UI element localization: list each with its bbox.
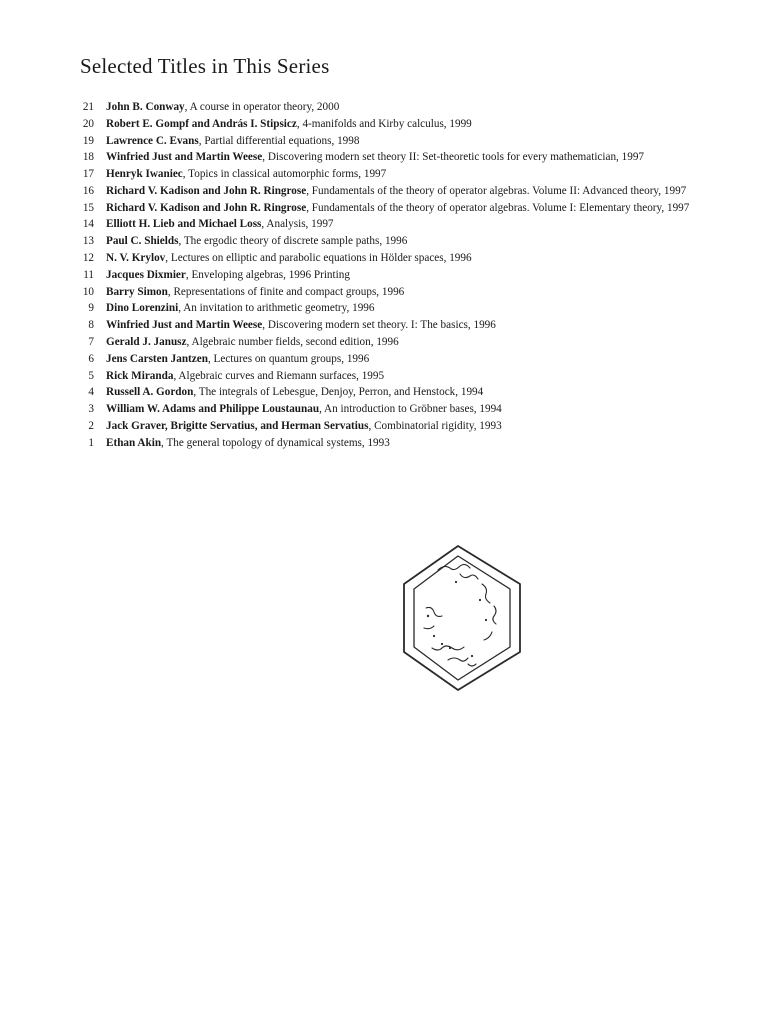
entry-author: Elliott H. Lieb and Michael Loss bbox=[106, 218, 262, 231]
entry-title: The integrals of Lebesgue, Denjoy, Perron, and Henstock, 1994 bbox=[198, 386, 484, 399]
list-item bbox=[72, 285, 702, 301]
list-item bbox=[72, 335, 702, 351]
list-item bbox=[72, 251, 702, 267]
entry-number: 12 bbox=[82, 252, 94, 265]
entry-text: Richard V. Kadison and John R. Ringrose, Fundamentals of the theory of operator algebras. Volume I: Elementary theory, 1997 bbox=[106, 201, 690, 214]
entry-text: John B. Conway, A course in operator theory, 2000 bbox=[106, 101, 340, 113]
entry-title: Enveloping algebras, 1996 Printing bbox=[191, 268, 350, 281]
entry-text: Gerald J. Janusz, Algebraic number fields, second edition, 1996 bbox=[106, 335, 399, 348]
entry-text: Lawrence C. Evans, Partial differential equations, 1998 bbox=[106, 134, 360, 147]
list-item bbox=[72, 150, 702, 166]
entry-number: 17 bbox=[82, 168, 94, 181]
entry-number: 16 bbox=[82, 184, 94, 197]
entry-title: 4-manifolds and Kirby calculus, 1999 bbox=[302, 117, 472, 130]
entry-number: 5 bbox=[88, 369, 94, 382]
entry-author: Richard V. Kadison and John R. Ringrose bbox=[106, 201, 307, 214]
entry-text: Elliott H. Lieb and Michael Loss, Analysis, 1997 bbox=[106, 218, 334, 231]
entry-text: Barry Simon, Representations of finite and compact groups, 1996 bbox=[106, 285, 405, 298]
entry-title: A course in operator theory, 2000 bbox=[189, 101, 340, 113]
entry-text: Paul C. Shields, The ergodic theory of discrete sample paths, 1996 bbox=[106, 235, 408, 248]
entry-title: Fundamentals of the theory of operator algebras. Volume II: Advanced theory, 1997 bbox=[311, 184, 687, 197]
entry-author: John B. Conway bbox=[106, 101, 185, 113]
entry-number: 20 bbox=[82, 117, 94, 130]
entry-author: Henryk Iwaniec bbox=[106, 168, 183, 181]
entry-text: Winfried Just and Martin Weese, Discovering modern set theory II: Set-theoretic tools for every mathematician, 1997 bbox=[106, 151, 645, 164]
entry-author: Winfried Just and Martin Weese bbox=[106, 151, 263, 164]
entry-number: 7 bbox=[88, 335, 94, 348]
entry-number: 2 bbox=[88, 419, 94, 432]
page-title: Selected Titles in This Series bbox=[80, 54, 330, 78]
entry-author: Richard V. Kadison and John R. Ringrose bbox=[106, 184, 307, 197]
entry-author: Robert E. Gompf and András I. Stipsicz bbox=[106, 117, 297, 130]
entry-number: 6 bbox=[88, 352, 94, 365]
entry-title: Lectures on quantum groups, 1996 bbox=[213, 352, 370, 365]
entry-number: 15 bbox=[82, 201, 94, 214]
list-item bbox=[72, 217, 702, 233]
list-item bbox=[72, 100, 702, 116]
list-item bbox=[72, 369, 702, 385]
entry-title: The general topology of dynamical systems, 1993 bbox=[166, 436, 390, 449]
entry-author: Paul C. Shields bbox=[106, 235, 179, 248]
entry-number: 1 bbox=[88, 436, 94, 449]
entry-title: Analysis, 1997 bbox=[266, 218, 334, 231]
list-item bbox=[72, 167, 702, 183]
entry-text: Henryk Iwaniec, Topics in classical automorphic forms, 1997 bbox=[106, 168, 387, 181]
entry-text: Russell A. Gordon, The integrals of Lebesgue, Denjoy, Perron, and Henstock, 1994 bbox=[106, 386, 484, 399]
entry-title: Lectures on elliptic and parabolic equations in Hölder spaces, 1996 bbox=[170, 252, 472, 265]
entry-text: Jens Carsten Jantzen, Lectures on quantum groups, 1996 bbox=[106, 352, 370, 365]
entry-title: Representations of finite and compact groups, 1996 bbox=[173, 285, 405, 298]
entry-number: 3 bbox=[88, 403, 94, 416]
entry-author: Jacques Dixmier bbox=[106, 268, 186, 281]
library-stamp-icon bbox=[398, 544, 528, 694]
list-item bbox=[72, 301, 702, 317]
entry-title: The ergodic theory of discrete sample paths, 1996 bbox=[183, 235, 408, 248]
entry-author: Lawrence C. Evans bbox=[106, 134, 199, 147]
entry-number: 10 bbox=[82, 285, 94, 298]
entry-number: 8 bbox=[88, 319, 94, 332]
entry-author: Ethan Akin bbox=[106, 436, 162, 449]
list-item bbox=[72, 352, 702, 368]
entry-text: Robert E. Gompf and András I. Stipsicz, 4-manifolds and Kirby calculus, 1999 bbox=[106, 117, 472, 130]
entry-title: Discovering modern set theory. I: The basics, 1996 bbox=[267, 319, 496, 332]
entry-text: Winfried Just and Martin Weese, Discovering modern set theory. I: The basics, 1996 bbox=[106, 319, 496, 332]
list-item bbox=[72, 234, 702, 250]
list-item bbox=[72, 402, 702, 418]
list-item bbox=[72, 117, 702, 133]
entry-title: An introduction to Gröbner bases, 1994 bbox=[324, 403, 502, 416]
list-item bbox=[72, 201, 702, 217]
entry-number: 19 bbox=[82, 134, 94, 147]
entry-author: Jens Carsten Jantzen bbox=[106, 352, 208, 365]
entry-text: William W. Adams and Philippe Loustaunau, An introduction to Gröbner bases, 1994 bbox=[106, 403, 502, 416]
entry-number: 13 bbox=[82, 235, 94, 248]
entry-title: Combinatorial rigidity, 1993 bbox=[374, 419, 502, 432]
entry-title: Discovering modern set theory II: Set-theoretic tools for every mathematician, 1997 bbox=[267, 151, 645, 164]
entry-title: An invitation to arithmetic geometry, 1996 bbox=[183, 302, 375, 315]
list-item bbox=[72, 318, 702, 334]
entry-title: Partial differential equations, 1998 bbox=[204, 134, 360, 147]
library-stamp-graphic bbox=[398, 544, 528, 694]
list-item bbox=[72, 134, 702, 150]
entry-text: Jacques Dixmier, Enveloping algebras, 1996 Printing bbox=[106, 268, 350, 281]
list-item bbox=[72, 385, 702, 401]
entry-title: Topics in classical automorphic forms, 1997 bbox=[188, 168, 387, 181]
entry-title: Algebraic curves and Riemann surfaces, 1995 bbox=[178, 369, 385, 382]
entry-text: Jack Graver, Brigitte Servatius, and Herman Servatius, Combinatorial rigidity, 1993 bbox=[106, 419, 502, 432]
entry-number: 9 bbox=[88, 302, 94, 315]
entry-text: Dino Lorenzini, An invitation to arithmetic geometry, 1996 bbox=[106, 302, 375, 315]
entry-author: Winfried Just and Martin Weese bbox=[106, 319, 263, 332]
list-item bbox=[72, 436, 702, 452]
entry-number: 14 bbox=[82, 218, 94, 231]
entry-author: William W. Adams and Philippe Loustaunau bbox=[106, 403, 320, 416]
entry-author: N. V. Krylov bbox=[106, 252, 166, 265]
entry-text: Rick Miranda, Algebraic curves and Riemann surfaces, 1995 bbox=[106, 369, 385, 382]
entry-text: N. V. Krylov, Lectures on elliptic and parabolic equations in Hölder spaces, 1996 bbox=[106, 252, 472, 265]
entry-number: 21 bbox=[82, 101, 94, 113]
entry-author: Gerald J. Janusz bbox=[106, 335, 187, 348]
entry-title: Fundamentals of the theory of operator algebras. Volume I: Elementary theory, 1997 bbox=[311, 201, 690, 214]
entry-author: Jack Graver, Brigitte Servatius, and Herman Servatius bbox=[106, 419, 369, 432]
entry-author: Rick Miranda bbox=[106, 369, 174, 382]
entry-number: 18 bbox=[82, 151, 94, 164]
list-item bbox=[72, 268, 702, 284]
entry-text: Ethan Akin, The general topology of dynamical systems, 1993 bbox=[106, 436, 390, 449]
entry-author: Dino Lorenzini bbox=[106, 302, 179, 315]
entry-author: Russell A. Gordon bbox=[106, 386, 194, 399]
entry-author: Barry Simon bbox=[106, 285, 168, 298]
entry-text: Richard V. Kadison and John R. Ringrose, Fundamentals of the theory of operator algebras. Volume II: Advanced theory, 1997 bbox=[106, 184, 687, 197]
series-list bbox=[72, 100, 702, 452]
entry-title: Algebraic number fields, second edition, 1996 bbox=[191, 335, 399, 348]
entry-number: 4 bbox=[88, 386, 94, 399]
list-item bbox=[72, 419, 702, 435]
entry-number: 11 bbox=[83, 268, 94, 281]
list-item bbox=[72, 184, 702, 200]
